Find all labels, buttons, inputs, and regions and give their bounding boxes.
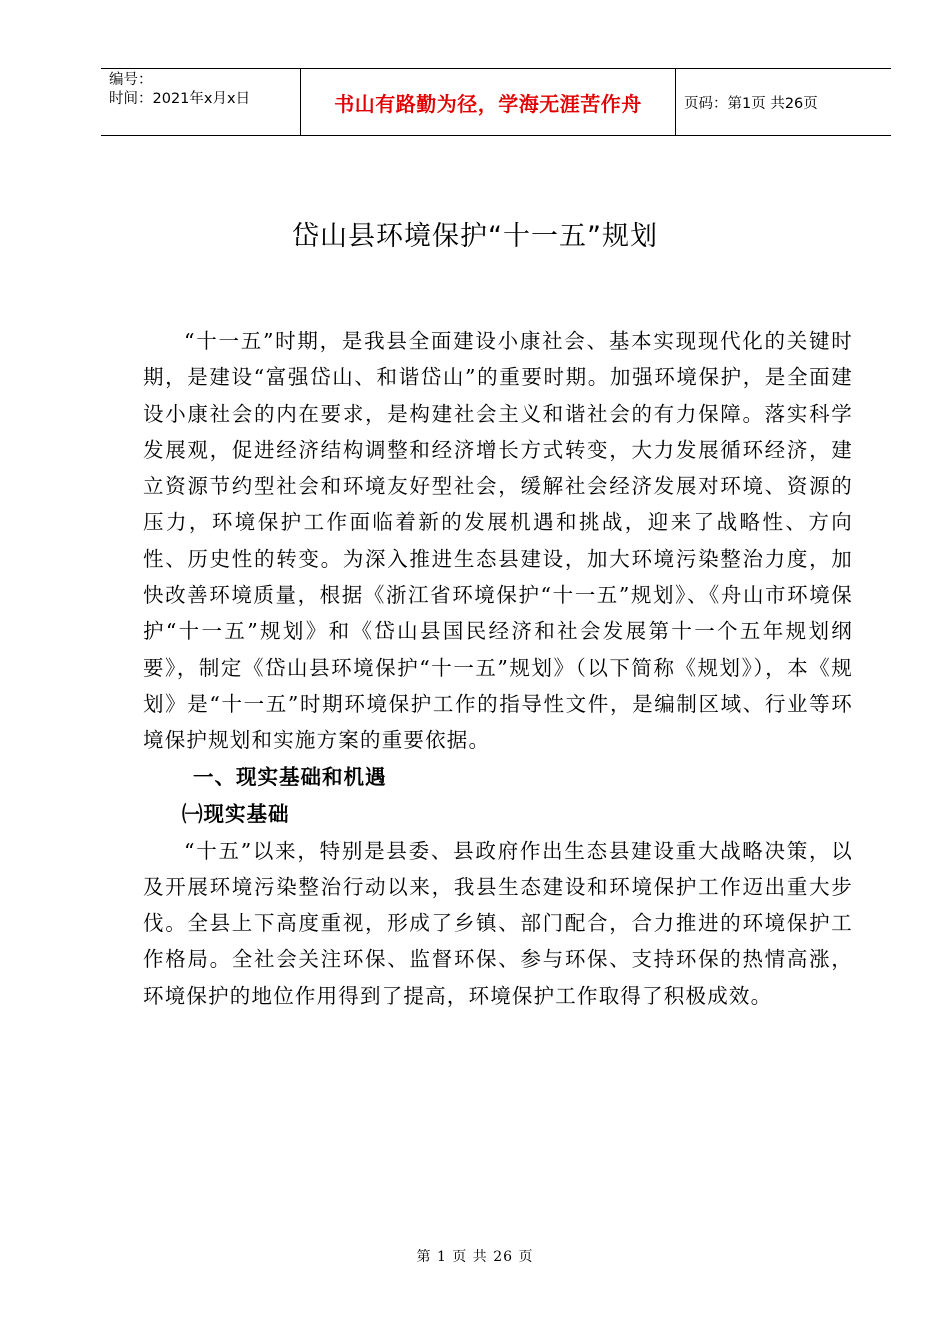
section-heading: 一、现实基础和机遇 [193,764,387,789]
header-page-info: 页码：第1页 共26页 [684,95,818,112]
number-label: 编号： [109,72,153,88]
subsection-heading: ㈠现实基础 [182,801,290,826]
intro-paragraph: “十一五”时期，是我县全面建设小康社会、基本实现现代化的关键时期，是建设“富强岱山、和谐岱山”的重要时期。加强环境保护，是全面建设小康社会的内在要求，是构建社会主义和谐社会的有力保障。落实科学发展观，促进经济结构调整和经济增长方式转变，大力发展循环经济，建立资源节约型社会和环境友好型社会，缓解社会经济发展对环境、资源的压力，环境保护工作面临着新的发展机遇和挑战，迎来了战略性、方向性、历史性的转变。为深入推进生态县建设，加大环境污染整治力度，加快改善环境质量，根据《浙江省环境保护“十一五”规划》、《舟山市环境保护“十一五”规划》和《岱山县国民经济和社会发展第十一个五年规划纲要》，制定《岱山县环境保护“十一五”规划》（以下简称《规划》），本《规划》是“十一五”时期环境保护工作的指导性文件，是编制区域、行业等环境保护规划和实施方案的重要依据。 [143,329,853,753]
subsection-paragraph: “十五”以来，特别是县委、县政府作出生态县建设重大战略决策，以及开展环境污染整治行动以来，我县生态建设和环境保护工作迈出重大步伐。全县上下高度重视，形成了乡镇、部门配合，合力推进的环境保护工作格局。全社会关注环保、监督环保、参与环保、支持环保的热情高涨，环境保护的地位作用得到了提高，环境保护工作取得了积极成效。 [143,838,853,1008]
document-body [143,323,853,1014]
header-meta [101,69,301,135]
header-motto: 书山有路勤为径，学海无涯苦作舟 [301,69,676,135]
page-header [101,68,891,136]
document-title: 岱山县环境保护“十一五”规划 [292,221,658,252]
page-footer: 第 1 页 共 26 页 [416,1249,534,1265]
time-label: 时间：2021年x月x日 [109,91,251,107]
